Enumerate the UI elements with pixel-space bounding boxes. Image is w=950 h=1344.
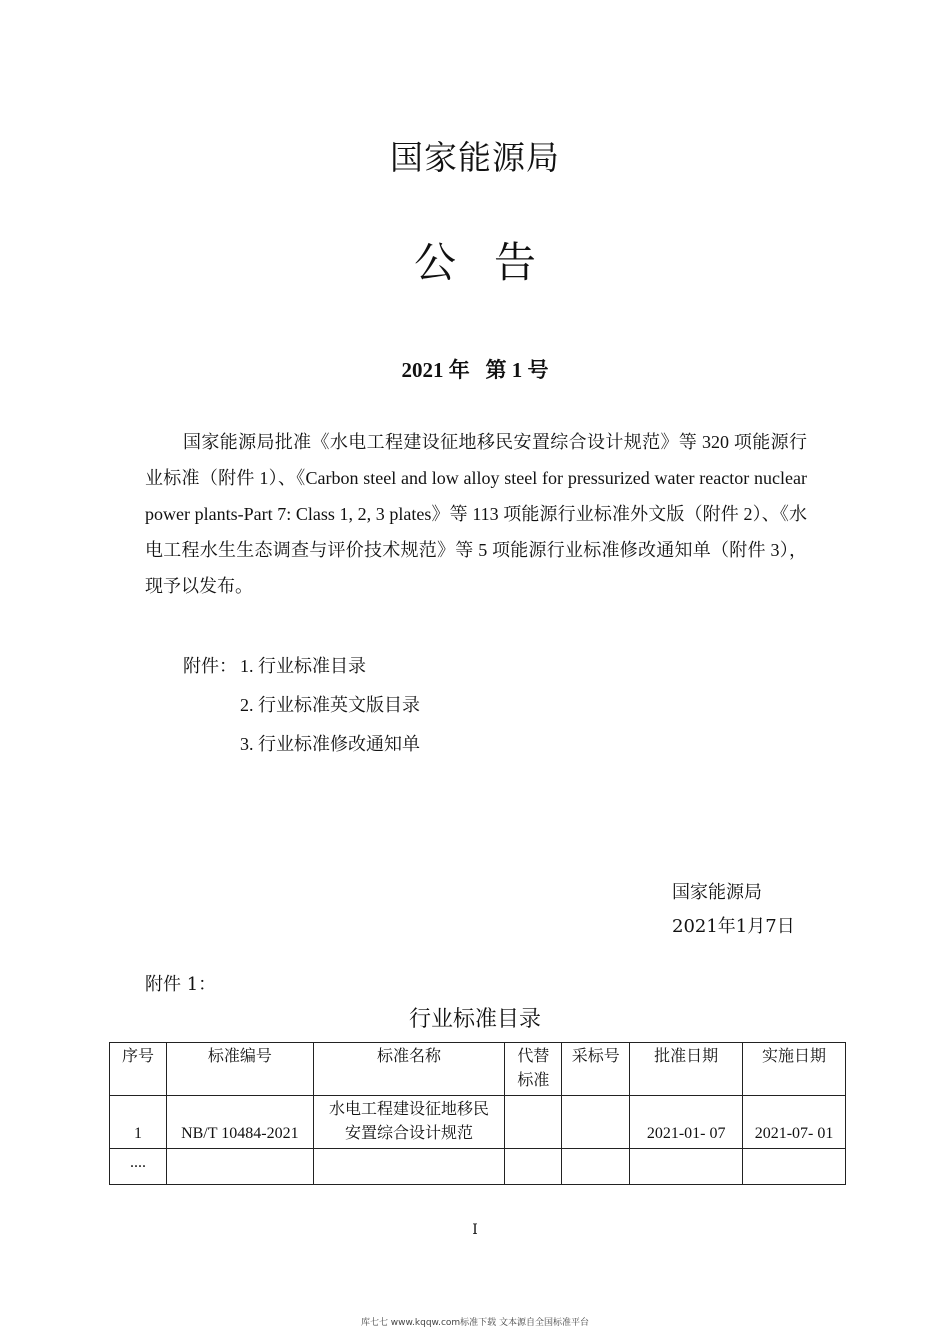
attachment-item-1: 1. 行业标准目录 [240,656,366,676]
column-header: 批准日期 [630,1043,743,1096]
table-cell: 1 [110,1096,167,1149]
page-number: I [472,1222,478,1238]
table-cell: 2021-07- 01 [743,1096,846,1149]
standards-table [109,1042,846,1185]
column-header: 序号 [110,1043,167,1096]
attachment-item-2: 2. 行业标准英文版目录 [240,695,420,715]
table-cell [313,1149,505,1185]
table-cell: 水电工程建设征地移民安置综合设计规范 [313,1096,505,1149]
table-cell [562,1149,630,1185]
column-header: 标准名称 [313,1043,505,1096]
table-cell [630,1149,743,1185]
table-header-row [110,1043,846,1096]
signature-date: 2021年1月7日 [672,916,795,937]
announcement-body: 国家能源局批准《水电工程建设征地移民安置综合设计规范》等 320 项能源行业标准（附件 1）、《Carbon steel and low alloy steel for pressurized water reactor nuclear power plants-Part 7: Class 1, 2, 3 plates》等 113 项能源行业标准外文版（附件 2）、《水电工程水生生态调查与评价技术规范》等 5 项能源行业标准修改通知单（附件 3），现予以发布。 [145,432,807,596]
doc-number: 2021 年 第 1 号 [401,358,549,382]
table-cell [505,1149,562,1185]
org-title: 国家能源局 [390,138,560,177]
table-cell: 2021-01- 07 [630,1096,743,1149]
table-cell: .... [110,1149,167,1185]
doc-type-heading: 公告 [413,238,574,287]
column-header: 采标号 [562,1043,630,1096]
table-cell [505,1096,562,1149]
attachment-item-3: 3. 行业标准修改通知单 [240,734,420,754]
footer-watermark: 库七七 www.kqqw.com标准下载 文本源自全国标准平台 [360,1318,590,1328]
attachments-label: 附件： [183,656,237,676]
annex-label: 附件 1： [145,974,217,995]
table-cell [743,1149,846,1185]
column-header: 代替标准 [505,1043,562,1096]
signature-org: 国家能源局 [672,882,762,903]
table-row [110,1096,846,1149]
table-title: 行业标准目录 [408,1007,541,1032]
table-cell [562,1096,630,1149]
table-cell: NB/T 10484-2021 [166,1096,313,1149]
table-cell [166,1149,313,1185]
column-header: 标准编号 [166,1043,313,1096]
table-row [110,1149,846,1185]
column-header: 实施日期 [743,1043,846,1096]
